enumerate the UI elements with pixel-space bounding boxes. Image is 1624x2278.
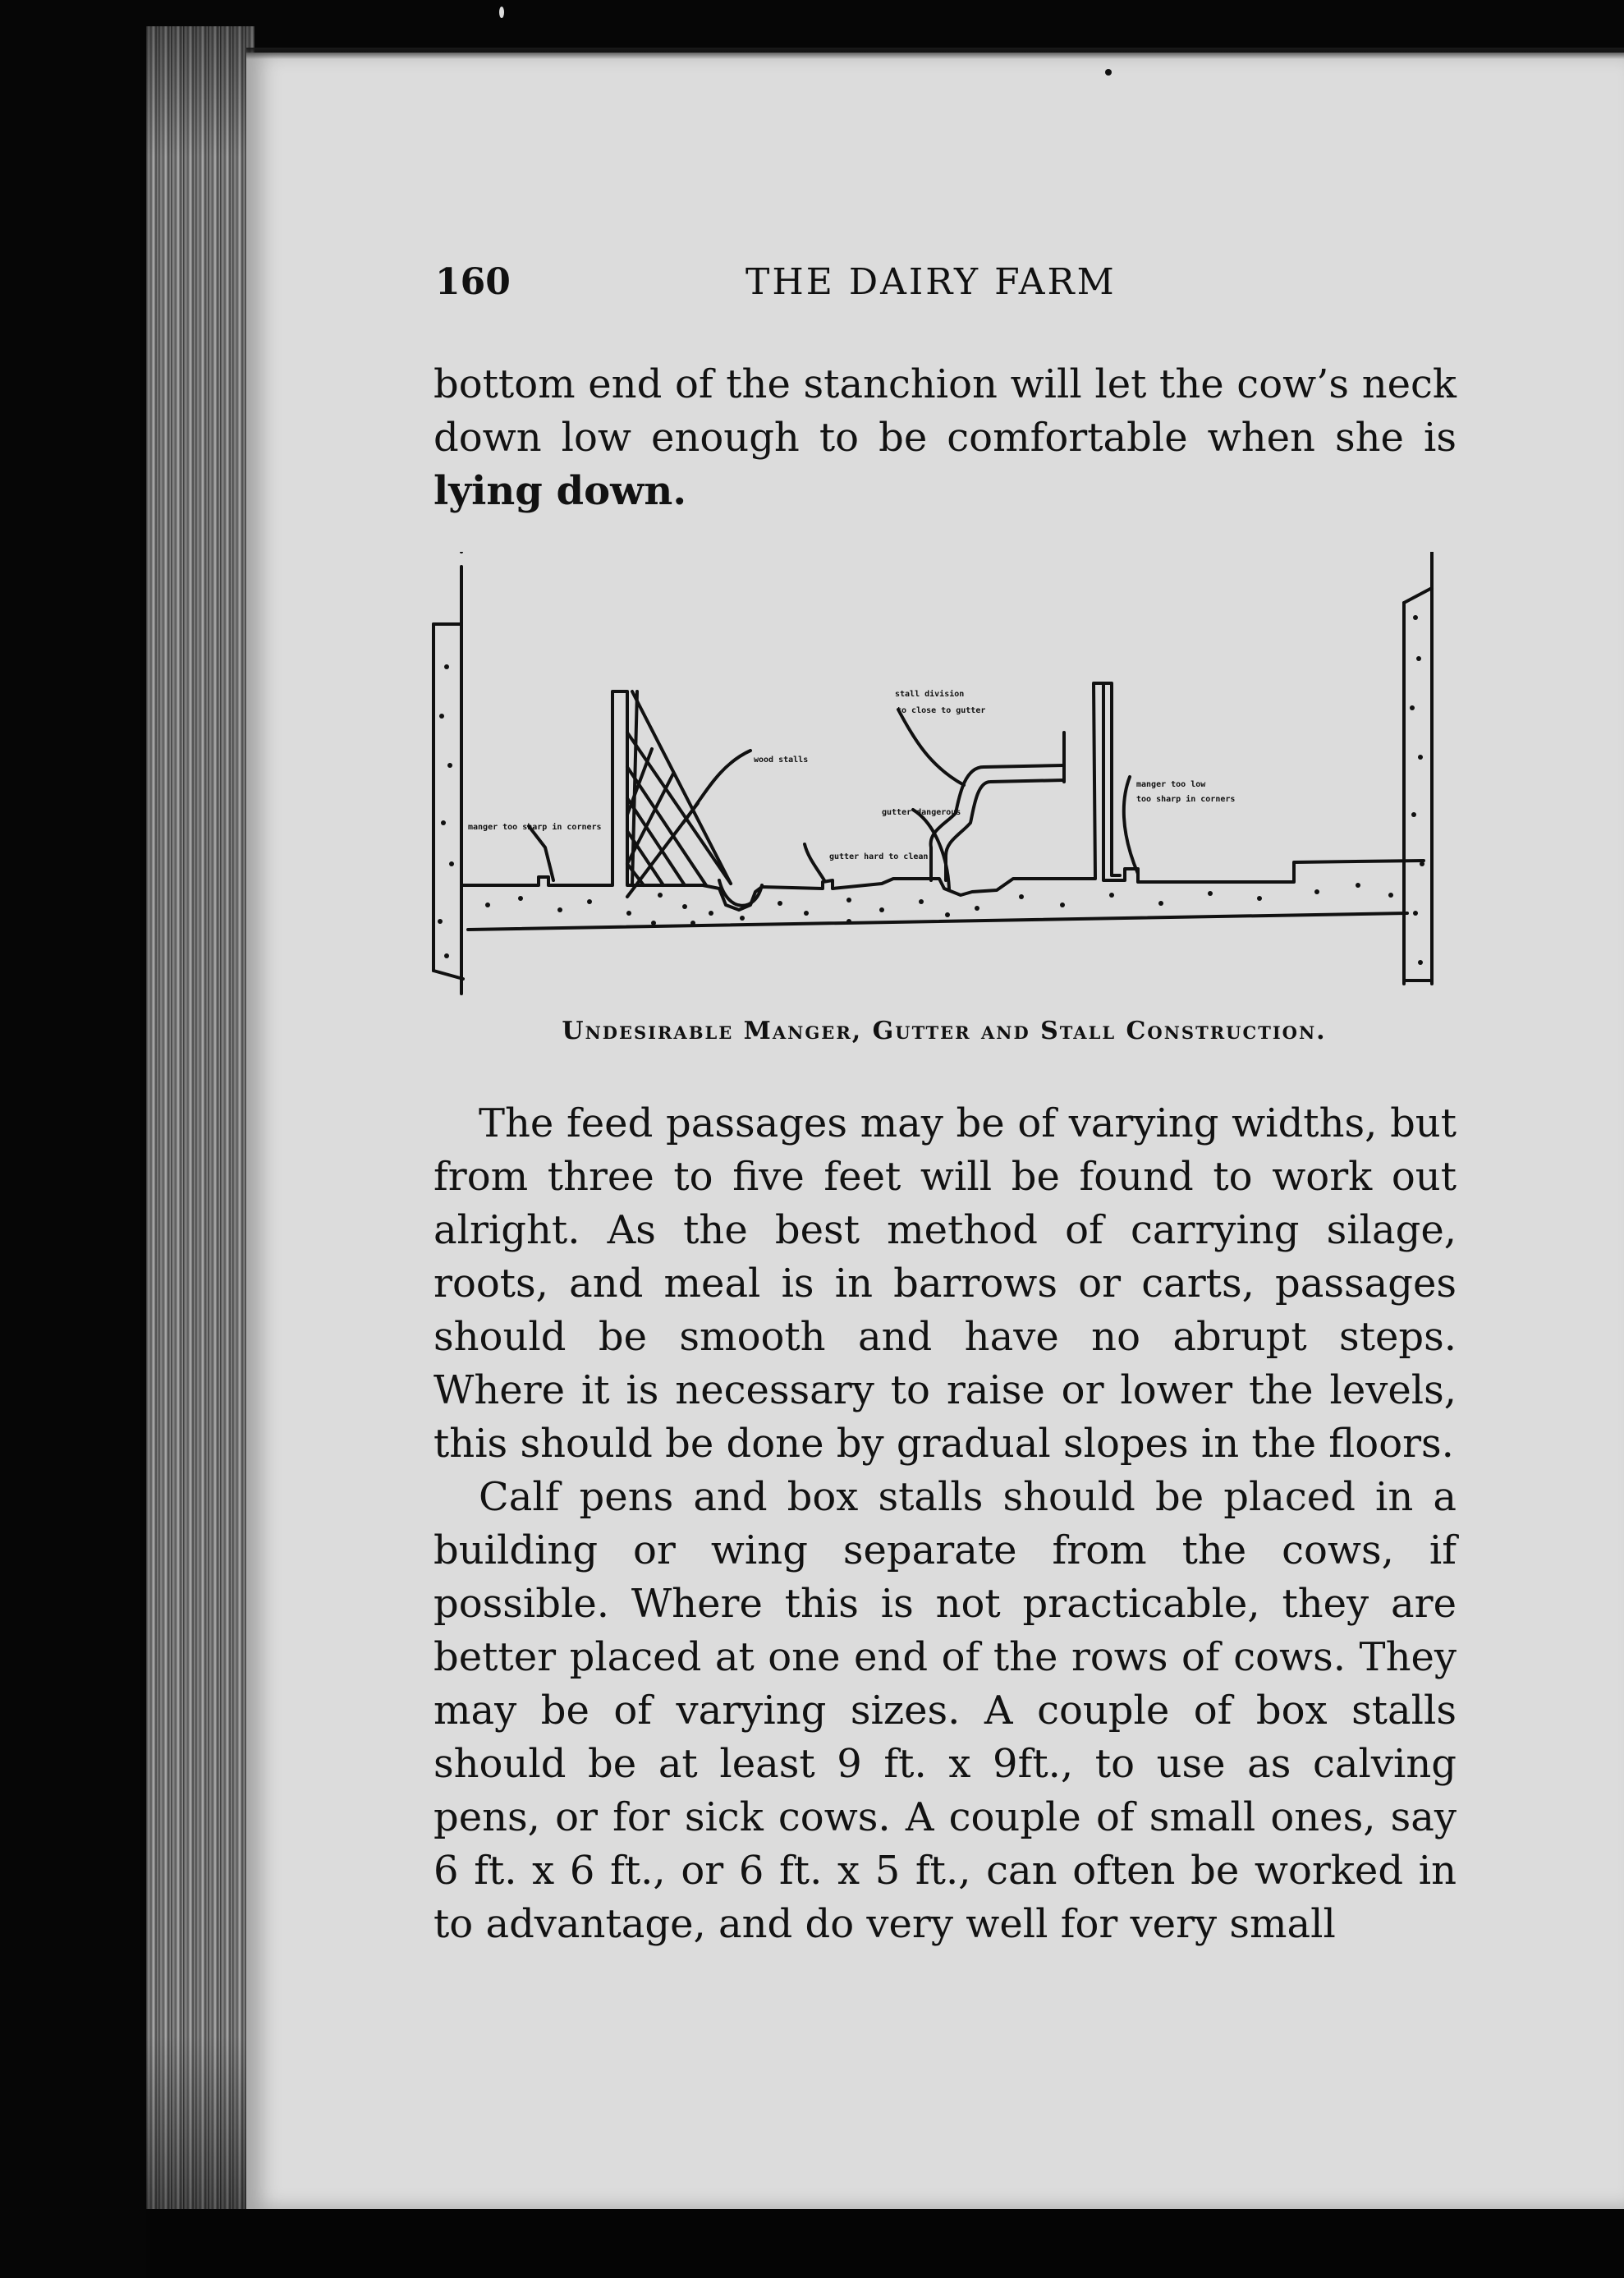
intro-bold-text: lying down. xyxy=(434,468,687,514)
figure-caption: Undesirable Manger, Gutter and Stall Construction. xyxy=(562,1017,1327,1045)
intro-text xyxy=(434,358,1457,518)
body-paragraphs xyxy=(434,1097,1457,1951)
floor-profile-line xyxy=(463,683,1424,910)
book-title: THE DAIRY FARM xyxy=(745,261,1117,303)
paragraph-feed-passages: The feed passages may be of varying widths, but from three to five feet will be found to work out alright. As the best method of carrying silage, roots, and meal is in barrows or carts, passages should be smooth and have no abrupt steps. Where it is necessary to raise or lower the levels, this should be done by gradual slopes in the floors. xyxy=(434,1100,1457,1467)
scan-speck xyxy=(499,7,504,18)
label-too-sharp-corners: too sharp in corners xyxy=(1136,795,1236,804)
intro-main-text: bottom end of the stanchion will let the cow’s neck down low enough to be comfortable when she is xyxy=(434,361,1457,461)
label-gutter-dangerous: gutter dangerous xyxy=(882,808,961,817)
label-manger-too-sharp: manger too sharp in corners xyxy=(468,823,602,832)
running-head xyxy=(435,261,1453,310)
concrete-stipple xyxy=(438,615,1424,965)
intro-paragraph xyxy=(434,358,1457,518)
page-top-shadow xyxy=(246,48,1624,59)
label-gutter-hard-to-clean: gutter hard to clean xyxy=(829,852,929,861)
page-number: 160 xyxy=(435,261,511,303)
scan-bottom-band xyxy=(146,2209,1624,2278)
label-too-close-to-gutter: to close to gutter xyxy=(897,706,986,715)
book-page-edges xyxy=(146,26,255,2211)
label-stall-division: stall division xyxy=(895,690,965,699)
label-manger-too-low: manger too low xyxy=(1136,780,1206,789)
stall-construction-figure xyxy=(422,552,1473,1012)
paragraph-calf-pens: Calf pens and box stalls should be placed in a building or wing separate from the cows, if possible. Where this is not practicable, they are better placed at one end of the rows of cows. They may be of varying sizes. A couple of box stalls should be at least 9 ft. x 9ft., to use as calving pens, or for sick cows. A couple of small ones, say 6 ft. x 6 ft., or 6 ft. x 5 ft., can often be worked in to advantage, and do very well for very small xyxy=(434,1474,1457,1947)
scan-speck xyxy=(1105,69,1112,76)
label-wood-stalls: wood stalls xyxy=(754,756,809,765)
